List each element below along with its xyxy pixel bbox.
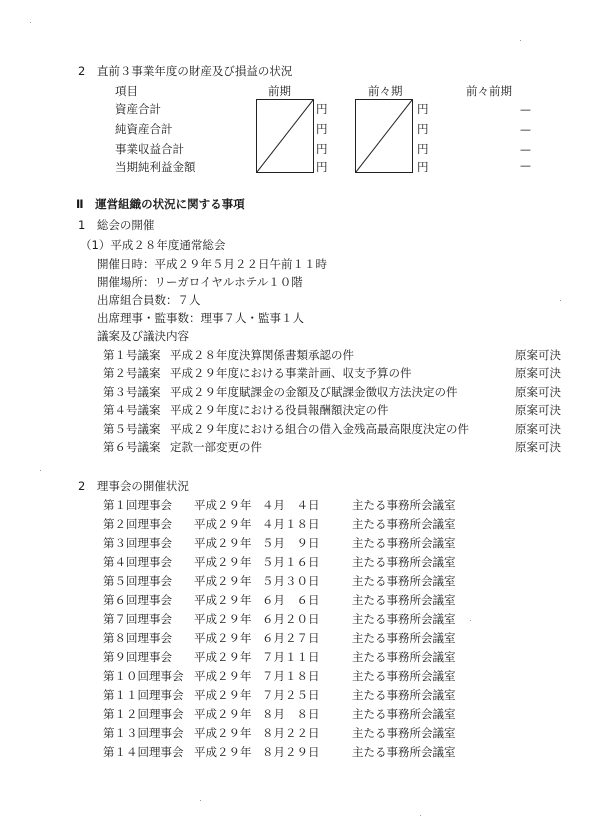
board-meeting-date: ５月 ９日 — [262, 536, 320, 550]
agenda-result: 原案可決 — [515, 422, 561, 436]
unit-prev-net-income: 円 — [316, 160, 328, 174]
agenda-title: 平成２８年度決算関係書類承認の件 — [170, 348, 354, 362]
meeting-place: 開催場所：リーガロイヤルホテル１０階 — [97, 275, 303, 289]
agenda-title: 平成２９年度における組合の借入金残高最高限度決定の件 — [170, 422, 469, 436]
agenda-title: 平成２９年度における役員報酬額決定の件 — [170, 403, 389, 417]
meeting-officers: 出席理事・監事数：理事７人・監事１人 — [97, 311, 304, 325]
scan-speck — [520, 40, 521, 41]
board-meeting-year: 平成２９年 — [194, 726, 252, 740]
board-meeting-place: 主たる事務所会議室 — [352, 555, 456, 569]
board-meeting-place: 主たる事務所会議室 — [352, 726, 456, 740]
general-meeting-subheading: 1 総会の開催 — [78, 218, 155, 232]
unit-prev2-net-assets: 円 — [417, 122, 429, 136]
board-meeting-year: 平成２９年 — [194, 745, 252, 759]
agenda-heading: 議案及び議決内容 — [97, 329, 189, 343]
scan-speck — [420, 815, 421, 816]
board-meeting-date: ５月３０日 — [262, 574, 320, 588]
prev3-revenue-dash: — — [520, 143, 531, 156]
board-meeting-year: 平成２９年 — [194, 498, 252, 512]
board-meeting-place: 主たる事務所会議室 — [352, 498, 456, 512]
board-meeting-place: 主たる事務所会議室 — [352, 593, 456, 607]
col-prev2-header: 前々期 — [368, 84, 403, 98]
agenda-no: 第１号議案 — [103, 348, 161, 362]
unit-prev2-revenue: 円 — [417, 142, 429, 156]
meeting-attendance: 出席組合員数：７人 — [97, 293, 201, 307]
finance-heading: 2 直前３事業年度の財産及び損益の状況 — [78, 64, 293, 78]
agenda-no: 第３号議案 — [103, 385, 161, 399]
unit-prev-revenue: 円 — [316, 142, 328, 156]
col-prev-header: 前期 — [268, 84, 291, 98]
board-meeting-year: 平成２９年 — [194, 574, 252, 588]
board-meeting-place: 主たる事務所会議室 — [352, 517, 456, 531]
board-meeting-year: 平成２９年 — [194, 669, 252, 683]
board-meeting-name: 第３回理事会 — [103, 536, 172, 550]
board-meeting-place: 主たる事務所会議室 — [352, 536, 456, 550]
board-meeting-date: ８月２２日 — [262, 726, 320, 740]
agenda-title: 平成２９年度賦課金の金額及び賦課金徴収方法決定の件 — [170, 385, 458, 399]
diagonal-strike-icon — [257, 100, 313, 172]
scan-speck — [30, 22, 31, 23]
board-meeting-year: 平成２９年 — [194, 631, 252, 645]
agenda-result: 原案可決 — [515, 403, 561, 417]
board-heading: 2 理事会の開催状況 — [78, 479, 189, 493]
row-label-revenue: 事業収益合計 — [115, 142, 184, 156]
scan-speck — [200, 800, 201, 801]
board-meeting-name: 第１４回理事会 — [103, 745, 184, 759]
prev3-net-assets-dash: — — [520, 123, 531, 136]
agenda-no: 第２号議案 — [103, 366, 161, 380]
scan-speck — [470, 620, 471, 621]
board-meeting-place: 主たる事務所会議室 — [352, 631, 456, 645]
board-meeting-name: 第１回理事会 — [103, 498, 172, 512]
board-meeting-year: 平成２９年 — [194, 536, 252, 550]
agenda-result: 原案可決 — [515, 440, 561, 454]
board-meeting-place: 主たる事務所会議室 — [352, 745, 456, 759]
board-meeting-name: 第５回理事会 — [103, 574, 172, 588]
board-meeting-place: 主たる事務所会議室 — [352, 688, 456, 702]
row-label-net-assets: 純資産合計 — [115, 122, 173, 136]
col-prev3-header: 前々前期 — [466, 84, 512, 98]
board-meeting-date: ６月 ６日 — [262, 593, 320, 607]
agenda-result: 原案可決 — [515, 385, 561, 399]
board-meeting-name: 第２回理事会 — [103, 517, 172, 531]
board-meeting-place: 主たる事務所会議室 — [352, 574, 456, 588]
board-meeting-date: ５月１６日 — [262, 555, 320, 569]
row-label-assets: 資産合計 — [115, 102, 161, 116]
meeting-datetime: 開催日時：平成２９年５月２２日午前１１時 — [97, 257, 327, 271]
col-item-header: 項目 — [115, 84, 138, 98]
board-meeting-name: 第９回理事会 — [103, 650, 172, 664]
prev-period-crossed-box — [256, 99, 314, 173]
board-meeting-year: 平成２９年 — [194, 593, 252, 607]
agenda-no: 第５号議案 — [103, 422, 161, 436]
agenda-result: 原案可決 — [515, 348, 561, 362]
board-meeting-name: 第８回理事会 — [103, 631, 172, 645]
board-meeting-name: 第４回理事会 — [103, 555, 172, 569]
board-meeting-year: 平成２９年 — [194, 707, 252, 721]
prev2-period-crossed-box — [355, 99, 413, 173]
board-meeting-name: 第６回理事会 — [103, 593, 172, 607]
row-label-net-income: 当期純利益金額 — [115, 160, 196, 174]
unit-prev-assets: 円 — [316, 102, 328, 116]
prev3-net-income-dash: — — [520, 159, 531, 172]
diagonal-strike-icon — [356, 100, 412, 172]
general-meeting-title: （1）平成２８年度通常総会 — [80, 238, 226, 252]
board-meeting-date: ６月２７日 — [262, 631, 320, 645]
board-meeting-name: 第１２回理事会 — [103, 707, 184, 721]
board-meeting-date: ４月１８日 — [262, 517, 320, 531]
board-meeting-date: ８月２９日 — [262, 745, 320, 759]
board-meeting-date: ７月１８日 — [262, 669, 320, 683]
scan-speck — [40, 470, 41, 471]
board-meeting-place: 主たる事務所会議室 — [352, 650, 456, 664]
agenda-title: 平成２９年度における事業計画、収支予算の件 — [170, 366, 412, 380]
board-meeting-date: ６月２０日 — [262, 612, 320, 626]
board-meeting-year: 平成２９年 — [194, 650, 252, 664]
board-meeting-year: 平成２９年 — [194, 688, 252, 702]
board-meeting-name: 第７回理事会 — [103, 612, 172, 626]
agenda-no: 第４号議案 — [103, 403, 161, 417]
board-meeting-date: ４月 ４日 — [262, 498, 320, 512]
unit-prev-net-assets: 円 — [316, 122, 328, 136]
agenda-no: 第６号議案 — [103, 440, 161, 454]
board-meeting-name: 第１１回理事会 — [103, 688, 184, 702]
agenda-title: 定款一部変更の件 — [170, 440, 262, 454]
board-meeting-place: 主たる事務所会議室 — [352, 612, 456, 626]
prev3-assets-dash: — — [520, 103, 531, 116]
board-meeting-name: 第１３回理事会 — [103, 726, 184, 740]
board-meeting-year: 平成２９年 — [194, 555, 252, 569]
section2-heading: Ⅱ 運営組織の状況に関する事項 — [76, 197, 245, 211]
unit-prev2-net-income: 円 — [417, 160, 429, 174]
unit-prev2-assets: 円 — [417, 102, 429, 116]
board-meeting-date: ７月２５日 — [262, 688, 320, 702]
agenda-result: 原案可決 — [515, 366, 561, 380]
scan-speck — [560, 300, 561, 301]
board-meeting-place: 主たる事務所会議室 — [352, 707, 456, 721]
board-meeting-year: 平成２９年 — [194, 517, 252, 531]
board-meeting-date: ８月 ８日 — [262, 707, 320, 721]
board-meeting-year: 平成２９年 — [194, 612, 252, 626]
board-meeting-place: 主たる事務所会議室 — [352, 669, 456, 683]
board-meeting-date: ７月１１日 — [262, 650, 320, 664]
board-meeting-name: 第１０回理事会 — [103, 669, 184, 683]
